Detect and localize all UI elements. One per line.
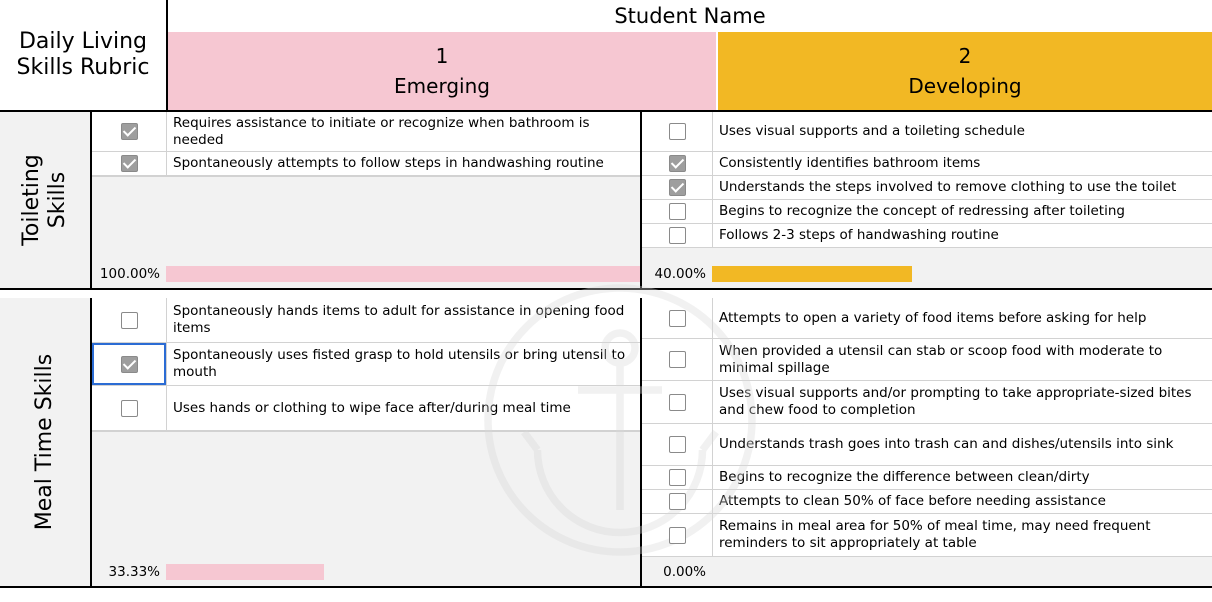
header-right — [168, 0, 1212, 110]
checkbox-icon[interactable] — [669, 310, 686, 327]
section-columns-meal-time — [92, 298, 1212, 586]
checkbox-cell[interactable] — [642, 112, 713, 151]
section-title-meal-time: Meal Time Skills — [32, 353, 58, 531]
criterion-text: Begins to recognize the concept of redressing after toileting — [719, 203, 1125, 219]
checkbox-cell[interactable] — [642, 176, 713, 199]
progress-track — [166, 564, 640, 580]
checkbox-icon[interactable] — [121, 356, 138, 373]
checkbox-cell[interactable] — [642, 298, 713, 338]
checkbox-icon[interactable] — [669, 123, 686, 140]
list-item[interactable] — [642, 466, 1212, 490]
section-title-toileting: Toileting Skills — [19, 154, 71, 246]
section-meal-time-skills — [0, 298, 1212, 588]
checkbox-icon[interactable] — [121, 312, 138, 329]
progress-track — [712, 266, 1212, 282]
checkbox-cell[interactable] — [92, 152, 167, 175]
checkbox-cell[interactable] — [642, 152, 713, 175]
section-columns-toileting — [92, 112, 1212, 288]
checkbox-cell[interactable] — [642, 200, 713, 223]
column-level-2-meal-time — [642, 298, 1212, 586]
level-1-number: 1 — [435, 44, 449, 68]
checkbox-icon[interactable] — [121, 400, 138, 417]
checkbox-icon[interactable] — [669, 203, 686, 220]
list-item[interactable] — [92, 298, 640, 343]
section-gap — [0, 290, 1212, 298]
empty-filler — [92, 431, 640, 432]
criteria-list-meal-1 — [92, 298, 640, 558]
checkbox-icon[interactable] — [121, 123, 138, 140]
progress-bar-fill — [712, 266, 912, 282]
progress-percent: 40.00% — [654, 266, 706, 282]
checkbox-cell[interactable] — [642, 490, 713, 513]
checkbox-icon[interactable] — [669, 179, 686, 196]
criterion-text: When provided a utensil can stab or scoop food with moderate to minimal spillage — [719, 342, 1163, 376]
criterion-text: Spontaneously hands items to adult for assistance in opening food items — [173, 303, 625, 336]
progress-row-meal-2 — [642, 558, 1212, 586]
checkbox-cell-selected[interactable] — [92, 343, 167, 385]
criterion-text: Spontaneously attempts to follow steps in handwashing routine — [173, 155, 604, 171]
sheet-header — [0, 0, 1212, 112]
empty-filler — [92, 176, 640, 177]
checkbox-cell[interactable] — [642, 339, 713, 380]
checkbox-cell[interactable] — [642, 381, 713, 423]
list-item[interactable] — [642, 200, 1212, 224]
checkbox-cell[interactable] — [92, 112, 167, 151]
progress-percent: 100.00% — [99, 266, 160, 282]
progress-bar-fill — [166, 266, 640, 282]
checkbox-cell[interactable] — [642, 224, 713, 247]
page-title: Daily Living Skills Rubric — [0, 0, 168, 110]
criterion-text: Consistently identifies bathroom items — [719, 155, 981, 171]
list-item[interactable] — [92, 112, 640, 152]
checkbox-icon[interactable] — [669, 527, 686, 544]
column-level-1-toileting — [92, 112, 642, 288]
progress-row-toileting-2 — [642, 260, 1212, 288]
list-item[interactable] — [92, 152, 640, 176]
criterion-text: Understands trash goes into trash can and dishes/utensils into sink — [719, 436, 1174, 452]
list-item[interactable] — [642, 514, 1212, 557]
criterion-text: Uses visual supports and a toileting schedule — [719, 123, 1025, 139]
progress-bar-fill — [166, 564, 324, 580]
checkbox-cell[interactable] — [642, 514, 713, 556]
list-item[interactable] — [642, 381, 1212, 424]
list-item[interactable] — [642, 224, 1212, 248]
list-item[interactable] — [642, 176, 1212, 200]
checkbox-icon[interactable] — [669, 493, 686, 510]
criterion-text: Attempts to clean 50% of face before needing assistance — [719, 493, 1106, 509]
checkbox-icon[interactable] — [669, 394, 686, 411]
criterion-text: Begins to recognize the difference between clean/dirty — [719, 469, 1090, 485]
list-item[interactable] — [642, 112, 1212, 152]
level-header-2 — [716, 32, 1212, 110]
level-2-number: 2 — [958, 44, 972, 68]
level-header-1 — [168, 32, 716, 110]
progress-percent: 33.33% — [108, 564, 160, 580]
criterion-text: Remains in meal area for 50% of meal time, may need frequent reminders to sit appropriately at table — [719, 518, 1151, 551]
list-item[interactable] — [642, 339, 1212, 381]
level-2-label: Developing — [908, 74, 1022, 98]
section-toileting-skills — [0, 112, 1212, 290]
list-item[interactable] — [92, 386, 640, 431]
section-label-toileting — [0, 112, 92, 288]
criterion-text: Understands the steps involved to remove clothing to use the toilet — [719, 179, 1177, 195]
column-level-2-toileting — [642, 112, 1212, 288]
progress-percent: 0.00% — [663, 564, 706, 580]
checkbox-cell[interactable] — [642, 466, 713, 489]
checkbox-icon[interactable] — [669, 155, 686, 172]
checkbox-cell[interactable] — [642, 424, 713, 465]
progress-row-toileting-1 — [92, 260, 640, 288]
checkbox-icon[interactable] — [669, 436, 686, 453]
list-item[interactable] — [642, 424, 1212, 466]
list-item[interactable] — [642, 490, 1212, 514]
section-label-meal-time — [0, 298, 92, 586]
criteria-list-toileting-2 — [642, 112, 1212, 260]
checkbox-icon[interactable] — [669, 227, 686, 244]
criterion-text: Spontaneously uses fisted grasp to hold utensils or bring utensil to mouth — [173, 347, 626, 380]
criterion-text: Uses visual supports and/or prompting to take appropriate-sized bites and chew food to completion — [719, 385, 1192, 418]
criterion-text: Requires assistance to initiate or recognize when bathroom is needed — [173, 114, 590, 148]
criteria-list-meal-2 — [642, 298, 1212, 558]
checkbox-cell[interactable] — [92, 386, 167, 430]
criterion-text: Follows 2-3 steps of handwashing routine — [719, 227, 999, 243]
progress-track — [166, 266, 640, 282]
list-item[interactable] — [642, 152, 1212, 176]
progress-track — [712, 564, 1212, 580]
level-1-label: Emerging — [394, 74, 490, 98]
checkbox-icon[interactable] — [121, 155, 138, 172]
list-item[interactable] — [92, 343, 640, 386]
progress-row-meal-1 — [92, 558, 640, 586]
checkbox-icon[interactable] — [669, 351, 686, 368]
checkbox-cell[interactable] — [92, 298, 167, 342]
student-name-label: Student Name — [614, 4, 766, 28]
list-item[interactable] — [642, 298, 1212, 339]
criteria-list-toileting-1 — [92, 112, 640, 260]
criterion-text: Attempts to open a variety of food items before asking for help — [719, 309, 1147, 326]
criterion-text: Uses hands or clothing to wipe face after/during meal time — [173, 399, 571, 416]
column-level-1-meal-time — [92, 298, 642, 586]
level-header-row — [168, 32, 1212, 110]
checkbox-icon[interactable] — [669, 469, 686, 486]
